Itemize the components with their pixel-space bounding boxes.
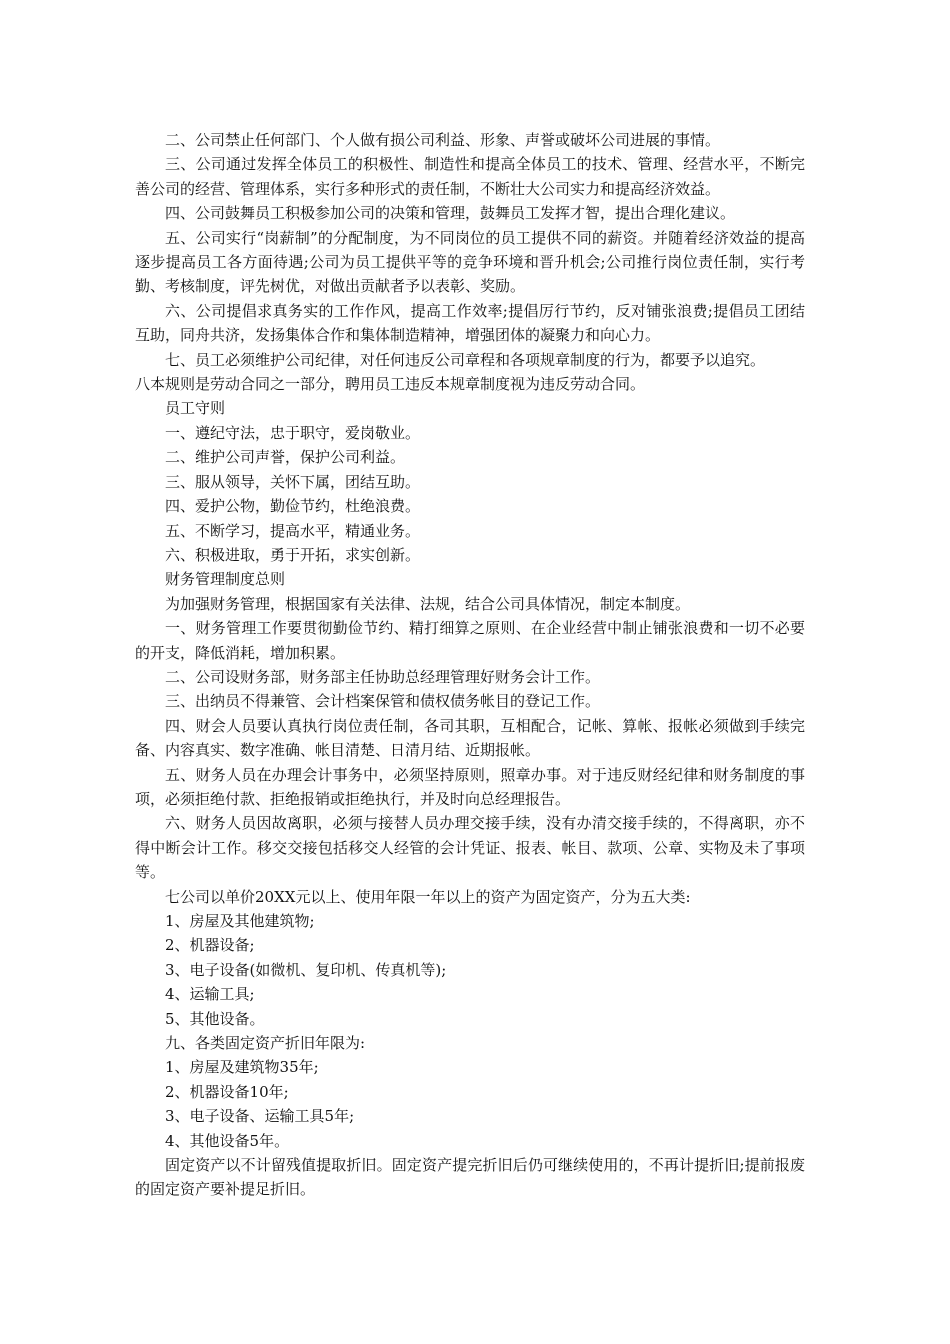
document-body [135, 128, 805, 1202]
clause-2-no-damage: 二、公司禁止任何部门、个人做有损公司利益、形象、声誉或破坏公司进展的事情。 [165, 131, 721, 149]
depreciation-item-2: 2、机器设备10年; [165, 1082, 289, 1101]
depreciation-item-1: 1、房屋及建筑物35年; [165, 1058, 319, 1077]
fixed-asset-definition: 七公司以单价20XX元以上、使用年限一年以上的资产为固定资产，分为五大类: [165, 887, 691, 906]
finance-clause-5: 五、财务人员在办理会计事务中，必须坚持原则，照章办事。对于违反财经纪律和财务制度的事项，必须拒绝付款、拒绝报销或拒绝执行，并及时向总经理报告。 [135, 765, 805, 808]
depreciation-item-4: 4、其他设备5年。 [165, 1131, 290, 1150]
clause-3-improve-management: 三、公司通过发挥全体员工的积极性、制造性和提高全体员工的技术、管理、经营水平，不断完善公司的经营、管理体系，实行多种形式的责任制，不断壮大公司实力和提高经济效益。 [135, 155, 805, 198]
finance-clause-2: 二、公司设财务部，财务部主任协助总经理管理好财务会计工作。 [165, 667, 601, 686]
asset-category-2: 2、机器设备; [165, 936, 255, 955]
asset-category-5: 5、其他设备。 [165, 1009, 265, 1028]
clause-6-work-style: 六、公司提倡求真务实的工作作风，提高工作效率;提倡厉行节约，反对铺张浪费;提倡员工团结互助，同舟共济，发扬集体合作和集体制造精神，增强团体的凝聚力和向心力。 [135, 301, 805, 345]
finance-clause-1: 一、财务管理工作要贯彻勤俭节约、精打细算之原则、在企业经营中制止铺张浪费和一切不必要的开支，降低消耗，增加积累。 [135, 619, 805, 662]
depreciation-note: 固定资产以不计留残值提取折旧。固定资产提完折旧后仍可继续使用的，不再计提折旧;提前报废的固定资产要补提足折旧。 [135, 1156, 805, 1199]
finance-intro: 为加强财务管理，根据国家有关法律、法规，结合公司具体情况，制定本制度。 [165, 594, 691, 613]
finance-clause-4: 四、财会人员要认真执行岗位责任制，各司其职，互相配合，记帐、算帐、报帐必须做到手续完备、内容真实、数字准确、帐目清楚、日清月结、近期报帐。 [135, 716, 805, 760]
finance-clause-6: 六、财务人员因故离职，必须与接替人员办理交接手续，没有办清交接手续的，不得离职，亦不得中断会计工作。移交交接包括移交人经管的会计凭证、报表、帐目、款项、公章、实物及未了事项等。 [135, 814, 805, 882]
asset-category-3: 3、电子设备(如微机、复印机、传真机等); [165, 960, 447, 979]
asset-category-1: 1、房屋及其他建筑物; [165, 912, 315, 930]
section-heading-employee-rules: 员工守则 [165, 399, 226, 418]
rule-item-1: 一、遵纪守法，忠于职守，爱岗敬业。 [165, 423, 421, 442]
rule-item-3: 三、服从领导，关怀下属，团结互助。 [165, 472, 421, 491]
clause-7-discipline: 七、员工必须维护公司纪律，对任何违反公司章程和各项规章制度的行为，都要予以追究。 [165, 350, 766, 369]
section-heading-finance: 财务管理制度总则 [165, 570, 286, 589]
rule-item-2: 二、维护公司声誉，保护公司利益。 [165, 448, 406, 467]
rule-item-5: 五、不断学习，提高水平，精通业务。 [165, 521, 421, 540]
finance-clause-3: 三、出纳员不得兼管、会计档案保管和债权债务帐目的登记工作。 [165, 692, 601, 711]
rule-item-6: 六、积极进取，勇于开拓，求实创新。 [165, 545, 421, 564]
clause-4-participation: 四、公司鼓舞员工积极参加公司的决策和管理，鼓舞员工发挥才智，提出合理化建议。 [165, 204, 736, 223]
depreciation-heading: 九、各类固定资产折旧年限为: [165, 1034, 366, 1053]
clause-8-labor-contract: 八本规则是劳动合同之一部分，聘用员工违反本规章制度视为违反劳动合同。 [135, 375, 646, 394]
clause-5-salary-system: 五、公司实行“岗薪制”的分配制度，为不同岗位的员工提供不同的薪资。并随着经济效益的提高逐步提高员工各方面待遇;公司为员工提供平等的竞争环境和晋升机会;公司推行岗位责任制，实行考勤、考核制度，评先树优，对做出贡献者予以表彰、奖励。 [135, 228, 805, 296]
rule-item-4: 四、爱护公物，勤俭节约，杜绝浪费。 [165, 497, 421, 516]
asset-category-4: 4、运输工具; [165, 985, 255, 1004]
depreciation-item-3: 3、电子设备、运输工具5年; [165, 1107, 355, 1126]
